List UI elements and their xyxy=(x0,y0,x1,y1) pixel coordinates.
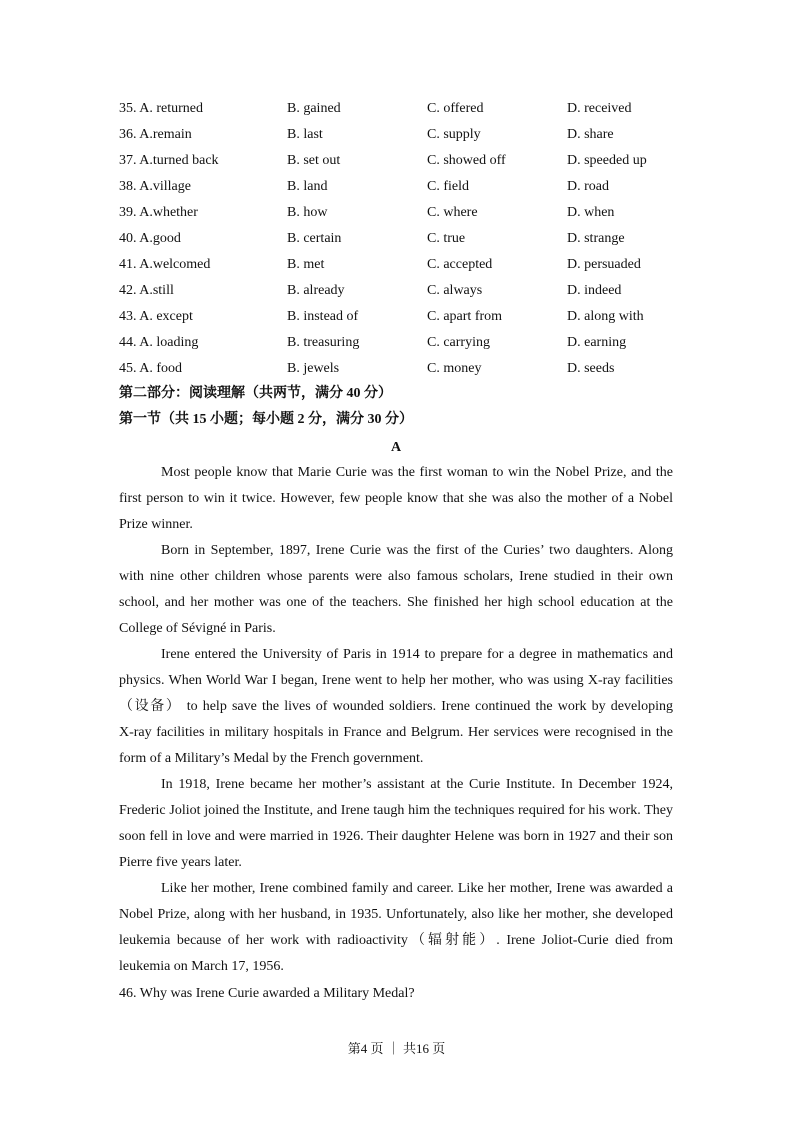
option-c: C. apart from xyxy=(427,309,503,324)
paragraph xyxy=(119,879,673,983)
paragraph xyxy=(119,645,673,775)
option-d: D. earning xyxy=(567,335,627,350)
option-c: C. field xyxy=(427,179,469,194)
option-row xyxy=(119,281,679,307)
paragraph xyxy=(119,541,673,645)
option-c: C. money xyxy=(427,361,482,376)
paragraph-line: In 1918, Irene became her mother’s assistant at the Curie Institute. In December 1924, xyxy=(161,777,673,792)
paragraph-line: （设备） to help save the lives of wounded soldiers. Irene continued the work by developing xyxy=(119,699,673,714)
option-c: C. true xyxy=(427,231,466,246)
question-46: 46. Why was Irene Curie awarded a Military Medal? xyxy=(119,986,415,1001)
option-d: D. share xyxy=(567,127,614,142)
paragraph-line: school, and her mother was one of the teachers. She finished her high school education at the xyxy=(119,595,673,610)
page-footer: 第4 页 ｜ 共16 页 xyxy=(347,1041,446,1056)
option-d: D. when xyxy=(567,205,615,220)
paragraph-line: Pierre five years later. xyxy=(119,855,242,870)
paragraph-line: Like her mother, Irene combined family and career. Like her mother, Irene was awarded a xyxy=(161,881,673,896)
option-d: D. along with xyxy=(567,309,644,324)
paragraph-line: Born in September, 1897, Irene Curie was the first of the Curies’ two daughters. Along xyxy=(161,543,673,558)
option-row xyxy=(119,333,679,359)
option-a: 43. A. except xyxy=(119,309,193,324)
option-b: B. met xyxy=(287,257,325,272)
option-b: B. how xyxy=(287,205,328,220)
option-c: C. where xyxy=(427,205,478,220)
option-b: B. set out xyxy=(287,153,341,168)
option-b: B. last xyxy=(287,127,323,142)
option-b: B. instead of xyxy=(287,309,359,324)
options-table xyxy=(119,99,679,385)
section-title: 第二部分：阅读理解（共两节，满分 40 分） xyxy=(119,386,392,401)
paragraph-line: leukemia because of her work with radioactivity（辐射能）. Irene Joliot-Curie died from xyxy=(119,933,673,948)
option-a: 41. A.welcomed xyxy=(119,257,211,272)
paragraph-line: Irene entered the University of Paris in 1914 to prepare for a degree in mathematics and xyxy=(161,647,673,662)
paragraph xyxy=(119,463,673,541)
option-c: C. accepted xyxy=(427,257,493,272)
option-d: D. persuaded xyxy=(567,257,641,272)
passage-body xyxy=(119,463,673,983)
paragraph-line: College of Sévigné in Paris. xyxy=(119,621,276,636)
option-d: D. seeds xyxy=(567,361,615,376)
paragraph-line: soon fell in love and were married in 1926. Their daughter Helene was born in 1927 and their son xyxy=(119,829,673,844)
option-c: C. showed off xyxy=(427,153,506,168)
option-a: 37. A.turned back xyxy=(119,153,219,168)
paragraph-line: leukemia on March 17, 1956. xyxy=(119,959,284,974)
option-row xyxy=(119,255,679,281)
paragraph-line: Prize winner. xyxy=(119,517,193,532)
paragraph-line: form of a Military’s Medal by the French government. xyxy=(119,751,424,766)
paragraph-line: Most people know that Marie Curie was the first woman to win the Nobel Prize, and the xyxy=(161,465,673,480)
option-c: C. offered xyxy=(427,101,484,116)
option-b: B. jewels xyxy=(287,361,340,376)
option-a: 45. A. food xyxy=(119,361,182,376)
option-c: C. always xyxy=(427,283,483,298)
option-d: D. road xyxy=(567,179,609,194)
option-row xyxy=(119,307,679,333)
paragraph-line: X-ray facilities in military hospitals in France and Belgrum. Her services were recognised in the xyxy=(119,725,673,740)
option-row xyxy=(119,203,679,229)
option-row xyxy=(119,177,679,203)
paragraph-line: physics. When World War I began, Irene went to help her mother, who was using X-ray facilities xyxy=(119,673,673,688)
option-row xyxy=(119,125,679,151)
option-b: B. certain xyxy=(287,231,342,246)
option-a: 44. A. loading xyxy=(119,335,199,350)
option-row xyxy=(119,359,679,385)
option-c: C. supply xyxy=(427,127,481,142)
option-a: 39. A.whether xyxy=(119,205,198,220)
paragraph-line: first person to win it twice. However, few people know that she was also the mother of a Nobel xyxy=(119,491,673,506)
option-a: 38. A.village xyxy=(119,179,191,194)
option-b: B. treasuring xyxy=(287,335,360,350)
option-d: D. strange xyxy=(567,231,625,246)
paragraph-line: Nobel Prize, along with her husband, in 1935. Unfortunately, also like her mother, she developed xyxy=(119,907,673,922)
option-a: 36. A.remain xyxy=(119,127,192,142)
option-d: D. indeed xyxy=(567,283,622,298)
option-b: B. land xyxy=(287,179,328,194)
passage-label: A xyxy=(390,440,402,455)
option-a: 42. A.still xyxy=(119,283,174,298)
option-c: C. carrying xyxy=(427,335,490,350)
option-b: B. gained xyxy=(287,101,341,116)
paragraph-line: with nine other children whose parents were also famous scholars, Irene studied in their own xyxy=(119,569,673,584)
paragraph xyxy=(119,775,673,879)
option-d: D. speeded up xyxy=(567,153,647,168)
option-a: 35. A. returned xyxy=(119,101,203,116)
option-b: B. already xyxy=(287,283,345,298)
paragraph-line: Frederic Joliot joined the Institute, and Irene taugh him the techniques required for his work. They xyxy=(119,803,673,818)
option-row xyxy=(119,229,679,255)
option-row xyxy=(119,99,679,125)
option-row xyxy=(119,151,679,177)
option-a: 40. A.good xyxy=(119,231,181,246)
option-d: D. received xyxy=(567,101,632,116)
subsection-title: 第一节（共 15 小题；每小题 2 分，满分 30 分） xyxy=(119,412,413,427)
